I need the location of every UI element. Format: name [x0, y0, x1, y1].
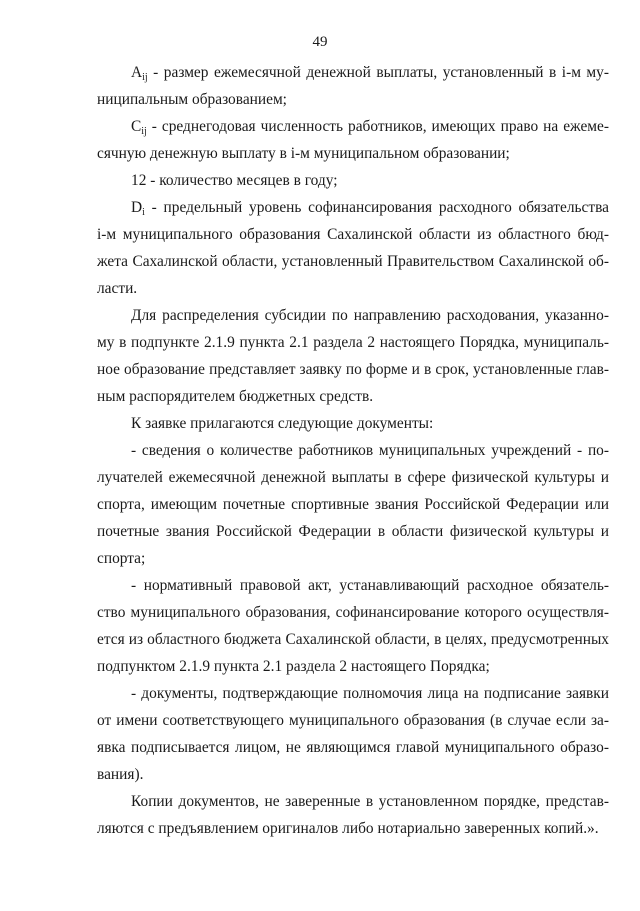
paragraph-distribution-line-1: Для распределения субсидии по направлению расходования, указанно-	[131, 307, 609, 324]
page-number: 49	[312, 34, 328, 50]
paragraph-copies-line-2: ляются с предъявлением оригиналов либо нотариально заверенных копий.».	[97, 820, 599, 837]
symbol-d: D	[131, 199, 143, 216]
paragraph-distribution-line-4: ным распорядителем бюджетных средств.	[97, 388, 374, 405]
paragraph-c-ij-line-1	[131, 118, 609, 136]
list-item-1-line-1: - сведения о количестве работников муниципальных учреждений - по-	[131, 442, 609, 459]
list-item-3-line-3: явка подписывается лицом, не являющимся главой муниципального образо-	[97, 739, 609, 756]
paragraph-a-ij-line-1	[131, 64, 609, 82]
list-item-1-line-4: почетные звания Российской Федерации в области физической культуры и	[97, 523, 609, 540]
subscript-ij: ij	[141, 126, 147, 137]
symbol-a: A	[131, 64, 143, 81]
paragraph-d-i-line-2: i-м муниципального образования Сахалинской области из областного бюд-	[97, 226, 609, 243]
paragraph-d-i-line-3: жета Сахалинской области, установленный Правительством Сахалинской об-	[97, 253, 609, 270]
subscript-i: i	[142, 207, 145, 218]
list-item-3-line-2: от имени соответствующего муниципального образования (в случае если за-	[97, 712, 609, 729]
list-item-3-line-4: вания).	[97, 766, 144, 783]
paragraph-a-ij-line-2: ниципальным образованием;	[97, 91, 287, 108]
list-item-2-line-1: - нормативный правовой акт, устанавливающий расходное обязатель-	[131, 577, 609, 594]
paragraph-c-ij-line-2: сячную денежную выплату в i-м муниципальном образовании;	[97, 145, 510, 162]
paragraph-copies-line-1: Копии документов, не заверенные в установленном порядке, представ-	[131, 793, 609, 810]
paragraph-attachments-intro: К заявке прилагаются следующие документы:	[131, 415, 434, 432]
list-item-1-line-5: спорта;	[97, 550, 146, 567]
paragraph-12-line-1: 12 - количество месяцев в году;	[131, 172, 338, 189]
paragraph-distribution-line-2: му в подпункте 2.1.9 пункта 2.1 раздела 2 настоящего Порядка, муниципаль-	[97, 334, 609, 351]
paragraph-d-i-line-4: ласти.	[97, 280, 138, 297]
paragraph-d-i-line-1	[131, 199, 609, 217]
list-item-1-line-3: спорта, имеющим почетные спортивные звания Российской Федерации или	[97, 496, 609, 513]
list-item-2-line-4: подпунктом 2.1.9 пункта 2.1 раздела 2 настоящего Порядка;	[97, 658, 490, 675]
symbol-c: C	[131, 118, 142, 135]
list-item-2-line-3: ется из областного бюджета Сахалинской области, в целях, предусмотренных	[97, 631, 609, 648]
text: - предельный уровень софинансирования расходного обязательства	[144, 199, 609, 216]
subscript-ij: ij	[142, 72, 148, 83]
text: - среднегодовая численность работников, имеющих право на ежеме-	[146, 118, 609, 135]
text: - размер ежемесячной денежной выплаты, установленный в i-м му-	[147, 64, 609, 81]
list-item-2-line-2: ство муниципального образования, софинансирование которого осуществля-	[97, 604, 609, 621]
list-item-3-line-1: - документы, подтверждающие полномочия лица на подписание заявки	[131, 685, 609, 702]
list-item-1-line-2: лучателей ежемесячной денежной выплаты в сфере физической культуры и	[97, 469, 609, 486]
paragraph-distribution-line-3: ное образование представляет заявку по форме и в срок, установленные глав-	[97, 361, 609, 378]
